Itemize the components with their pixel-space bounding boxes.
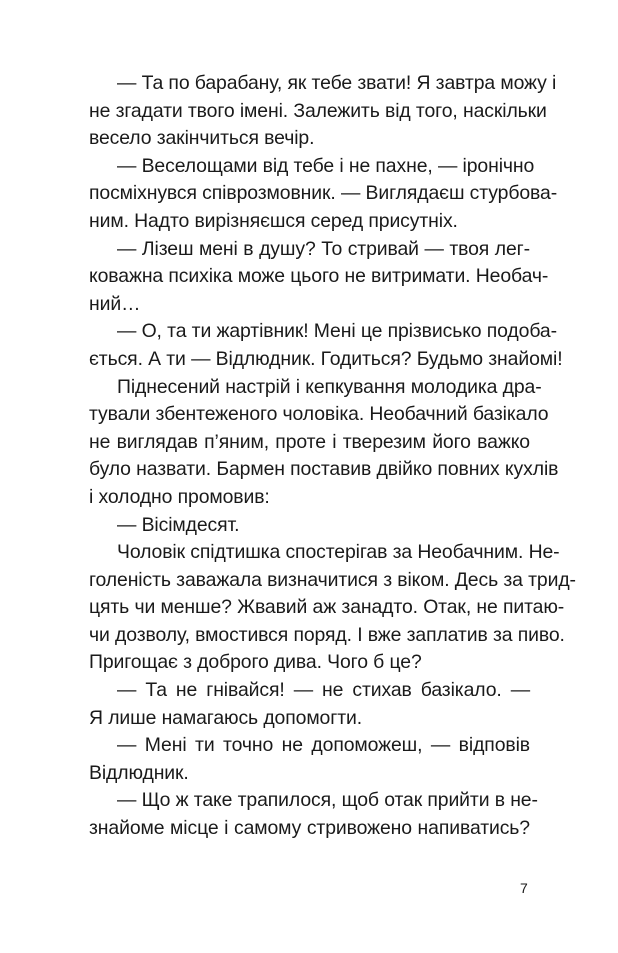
text-line: посміхнувся співрозмовник. — Виглядаєш стурбова- [89, 182, 558, 205]
text-line: — Та не гнівайся! — не стихав базікало. — [117, 679, 530, 702]
text-line: — Та по барабану, як тебе звати! Я завтра можу і [117, 72, 557, 94]
page-number: 7 [520, 880, 528, 896]
text-line: коважна психіка може цього не витримати. Необач- [89, 265, 549, 288]
text-line: цять чи менше? Жвавий аж занадто. Отак, не питаю- [89, 596, 565, 619]
text-line: чи дозволу, вмостився поряд. І вже заплатив за пиво. [89, 623, 565, 646]
text-line: Піднесений настрій і кепкування молодика дра- [117, 375, 542, 398]
text-line: весело закінчиться вечір. [89, 127, 315, 150]
text-line: — Веселощами від тебе і не пахне, — іронічно [117, 154, 535, 177]
text-line: і холодно промовив: [89, 485, 270, 508]
text-line: Я лише намагаюсь допомогти. [89, 706, 363, 729]
text-line: не виглядав п’яним, проте і тверезим його важко [89, 430, 530, 453]
book-page-text [89, 70, 576, 843]
text-line: ний… [89, 292, 141, 315]
text-line: — Лізеш мені в душу? То стривай — твоя лег- [117, 237, 530, 260]
text-line: — Вісімдесят. [117, 513, 240, 536]
text-line: ється. А ти — Відлюдник. Годиться? Будьмо знайомі! [89, 347, 563, 370]
text-line: — Що ж таке трапилося, щоб отак прийти в не- [117, 789, 538, 812]
text-line: було назвати. Бармен поставив двійко повних кухлів [89, 458, 559, 481]
text-line: голеність заважала визначитися з віком. Десь за трид- [89, 568, 576, 591]
text-line: ним. Надто вирізняєшся серед присутніх. [89, 209, 458, 232]
text-line: знайоме місце і самому стривожено напиватись? [89, 817, 530, 840]
text-line: — О, та ти жартівник! Мені це прізвисько подоба- [117, 320, 557, 343]
text-line: Пригощає з доброго дива. Чого б це? [89, 651, 422, 674]
text-line: тували збентеженого чоловіка. Необачний базікало [89, 403, 549, 426]
text-line: не згадати твого імені. Залежить від того, наскільки [89, 99, 547, 122]
text-line: — Мені ти точно не допоможеш, — відповів [117, 734, 530, 757]
text-line: Відлюдник. [89, 761, 189, 784]
text-line: Чоловік спідтишка спостерігав за Необачним. Не- [117, 541, 560, 564]
